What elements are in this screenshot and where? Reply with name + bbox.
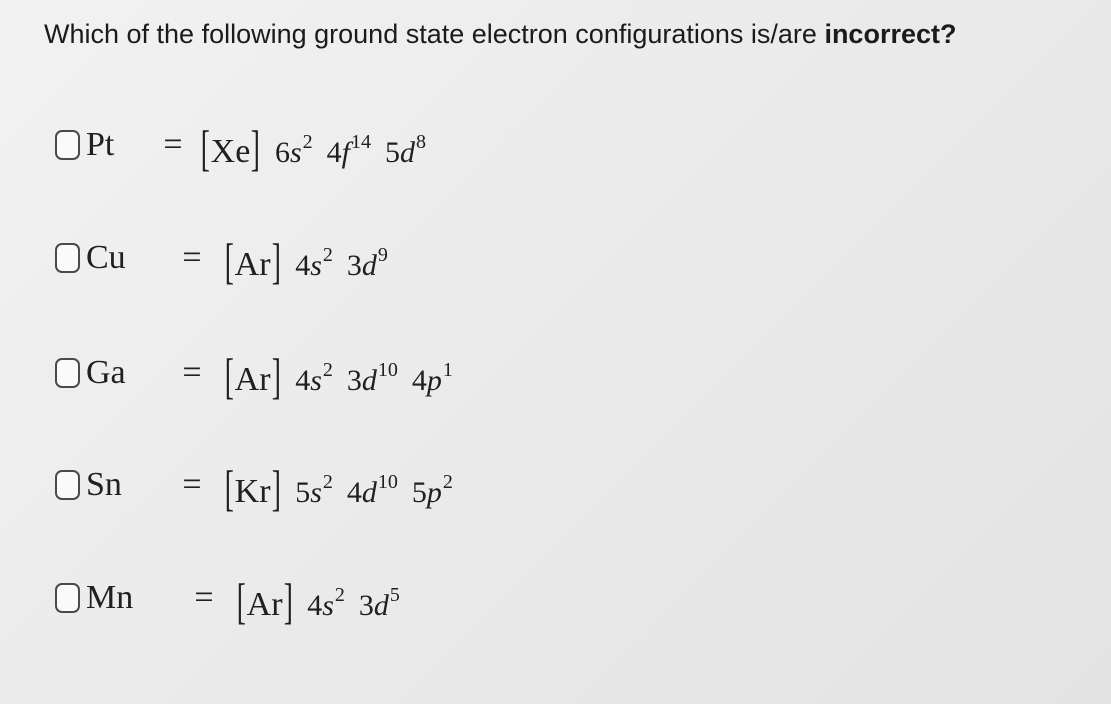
open-bracket: [	[200, 120, 210, 176]
close-bracket: ]	[283, 573, 293, 629]
orbital-term	[385, 132, 426, 168]
noble-gas-core: Ar	[246, 586, 283, 623]
element-symbol: Pt	[86, 126, 115, 163]
orbital-term	[295, 360, 333, 396]
noble-gas-core: Xe	[210, 133, 251, 170]
orbital-letter: p	[426, 364, 442, 397]
orbital-term	[307, 585, 345, 621]
orbital-letter: d	[361, 476, 377, 509]
orbital-n: 5	[385, 136, 400, 169]
element-symbol: Mn	[86, 579, 134, 616]
orbital-electrons: 10	[377, 359, 398, 381]
orbital-term	[359, 585, 400, 621]
noble-gas-core: Kr	[234, 473, 271, 510]
orbital-letter: p	[426, 476, 442, 509]
checkbox-icon[interactable]	[55, 583, 80, 613]
orbital-n: 4	[307, 589, 323, 622]
orbital-electrons: 2	[322, 359, 333, 381]
orbital-term	[412, 472, 453, 508]
checkbox-icon[interactable]	[55, 243, 80, 273]
equals-sign: =	[182, 239, 202, 276]
orbital-n: 3	[346, 249, 362, 282]
orbital-n: 3	[358, 589, 374, 622]
orbital-letter: s	[310, 249, 322, 282]
noble-gas-core: Ar	[234, 246, 271, 283]
orbital-n: 6	[274, 136, 290, 169]
orbital-electrons: 5	[389, 584, 400, 606]
element-symbol: Ga	[86, 354, 126, 391]
orbital-electrons: 10	[377, 471, 398, 493]
orbital-term	[347, 245, 388, 281]
orbital-n: 4	[411, 364, 427, 397]
equals-sign: =	[182, 466, 202, 503]
checkbox-icon[interactable]	[55, 130, 80, 160]
orbital-electrons: 1	[442, 359, 453, 381]
open-bracket: [	[224, 233, 234, 289]
question-emphasis: incorrect?	[824, 19, 957, 49]
orbital-letter: s	[310, 476, 322, 509]
orbital-letter: s	[322, 589, 334, 622]
option-mn[interactable]	[55, 573, 400, 629]
option-sn[interactable]	[55, 460, 453, 516]
orbital-electrons: 2	[442, 471, 453, 493]
option-ga[interactable]	[55, 348, 453, 404]
open-bracket: [	[236, 573, 246, 629]
orbital-electrons: 2	[334, 584, 345, 606]
element-symbol: Sn	[86, 466, 122, 503]
electron-configuration	[224, 233, 388, 289]
checkbox-icon[interactable]	[55, 358, 80, 388]
orbital-n: 5	[411, 476, 427, 509]
electron-configuration	[236, 573, 400, 629]
orbital-term	[327, 132, 371, 168]
orbital-letter: d	[400, 136, 415, 169]
orbital-letter: d	[373, 589, 389, 622]
equals-sign: =	[182, 354, 202, 391]
orbital-letter: d	[361, 364, 377, 397]
close-bracket: ]	[271, 348, 281, 404]
orbital-electrons: 8	[416, 131, 426, 153]
orbital-letter: f	[341, 136, 350, 169]
orbital-term	[295, 245, 333, 281]
electron-configuration	[200, 120, 426, 176]
orbital-n: 4	[346, 476, 362, 509]
electron-configuration	[224, 348, 453, 404]
orbital-electrons: 2	[302, 131, 313, 153]
orbital-electrons: 14	[351, 131, 371, 153]
orbital-term	[295, 472, 333, 508]
close-bracket: ]	[271, 460, 281, 516]
close-bracket: ]	[271, 233, 281, 289]
open-bracket: [	[224, 348, 234, 404]
orbital-term	[275, 132, 313, 168]
element-symbol: Cu	[86, 239, 126, 276]
question-prefix: Which of the following ground state electron configurations is/are	[44, 19, 825, 49]
orbital-letter: s	[310, 364, 322, 397]
orbital-term	[412, 360, 453, 396]
noble-gas-core: Ar	[234, 361, 271, 398]
orbital-n: 4	[295, 364, 311, 397]
orbital-electrons: 9	[377, 244, 388, 266]
option-pt[interactable]	[55, 120, 426, 176]
orbital-n: 4	[326, 136, 342, 169]
equals-sign: =	[163, 126, 183, 163]
close-bracket: ]	[251, 120, 261, 176]
orbital-term	[347, 472, 398, 508]
orbital-term	[347, 360, 398, 396]
checkbox-icon[interactable]	[55, 470, 80, 500]
orbital-letter: d	[361, 249, 377, 282]
question-text	[44, 18, 1084, 50]
option-cu[interactable]	[55, 233, 388, 289]
orbital-electrons: 2	[322, 244, 333, 266]
orbital-electrons: 2	[322, 471, 333, 493]
orbital-letter: s	[289, 136, 302, 169]
electron-configuration	[224, 460, 453, 516]
orbital-n: 4	[295, 249, 311, 282]
open-bracket: [	[224, 460, 234, 516]
orbital-n: 3	[346, 364, 362, 397]
equals-sign: =	[194, 579, 214, 616]
orbital-n: 5	[295, 476, 311, 509]
